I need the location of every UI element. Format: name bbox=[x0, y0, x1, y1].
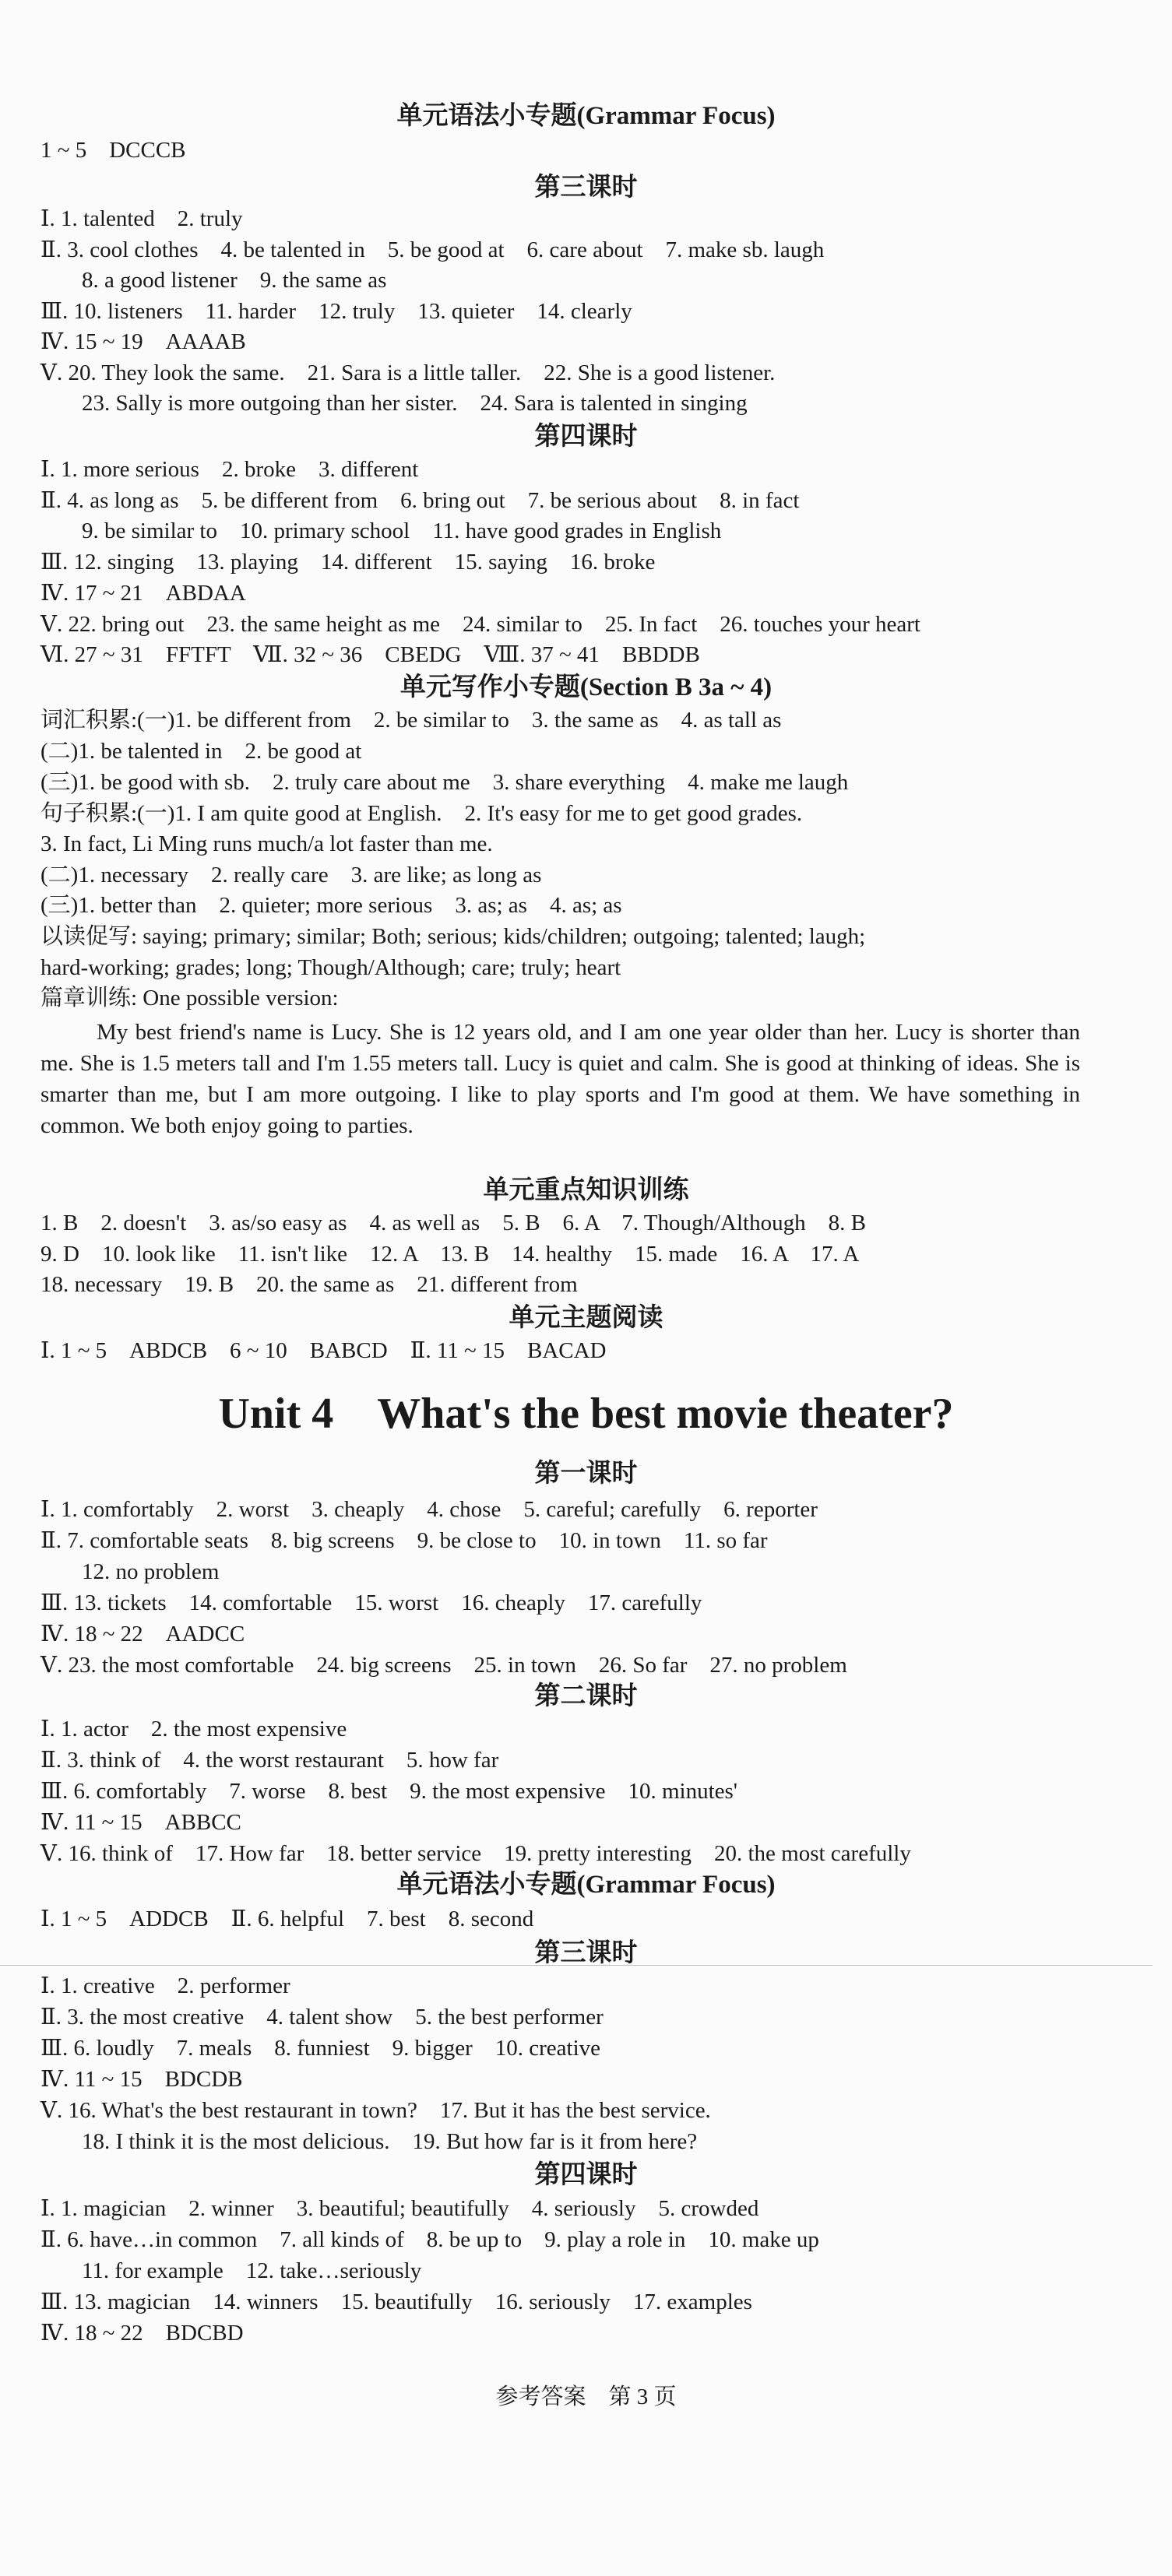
answer-line: (二)1. necessary 2. really care 3. are like; as long as bbox=[40, 863, 542, 887]
answer-line: (三)1. be good with sb. 2. truly care about me 3. share everything 4. make me laugh bbox=[40, 770, 849, 795]
answer-line: Ⅱ. 3. think of 4. the worst restaurant 5. how far bbox=[40, 1748, 499, 1773]
answer-line: Ⅱ. 6. have…in common 7. all kinds of 8. be up to 9. play a role in 10. make up bbox=[40, 2227, 819, 2252]
answer-line: 3. In fact, Li Ming runs much/a lot faster than me. bbox=[40, 831, 493, 856]
answer-line: Ⅰ. 1. comfortably 2. worst 3. cheaply 4. chose 5. careful; carefully 6. reporter bbox=[40, 1497, 818, 1522]
answer-line: Ⅳ. 18 ~ 22 AADCC bbox=[40, 1622, 245, 1646]
section-heading: 第三课时 bbox=[534, 174, 638, 202]
answer-line: Ⅱ. 4. as long as 5. be different from 6. bring out 7. be serious about 8. in fact bbox=[40, 488, 800, 513]
answer-line: 篇章训练: One possible version: bbox=[40, 986, 339, 1010]
answer-line: Ⅲ. 12. singing 13. playing 14. different 15. saying 16. broke bbox=[40, 550, 656, 575]
section-heading: 第四课时 bbox=[534, 423, 638, 451]
sample-essay-text: My best friend's name is Lucy. She is 12 years old, and I am one year older than her. Lucy is shorter than me. She is 1.5 meters tall and I'm 1.55 meters tall. Lucy is quiet and calm. She is good at thinking of ideas. She is smarter than me, but I am more outgoing. I like to play sports and I'm good at them. We have something in common. We both enjoy going to parties. bbox=[40, 1020, 1080, 1138]
answer-line: Ⅳ. 15 ~ 19 AAAAB bbox=[40, 329, 246, 354]
answer-line: Ⅳ. 11 ~ 15 ABBCC bbox=[40, 1810, 241, 1835]
answer-line: Ⅱ. 3. cool clothes 4. be talented in 5. be good at 6. care about 7. make sb. laugh bbox=[40, 237, 825, 262]
page-footer: 参考答案 第 3 页 bbox=[495, 2384, 677, 2409]
answer-line: 12. no problem bbox=[82, 1559, 220, 1584]
answer-line: Ⅲ. 6. comfortably 7. worse 8. best 9. the most expensive 10. minutes' bbox=[40, 1779, 738, 1804]
answer-line: 词汇积累:(一)1. be different from 2. be similar to 3. the same as 4. as tall as bbox=[40, 708, 782, 733]
answer-line: 句子积累:(一)1. I am quite good at English. 2. It's easy for me to get good grades. bbox=[40, 801, 803, 826]
answer-line: Ⅴ. 22. bring out 23. the same height as me 24. similar to 25. In fact 26. touches your heart bbox=[40, 612, 920, 637]
answer-line: Ⅴ. 16. What's the best restaurant in town? 17. But it has the best service. bbox=[40, 2098, 711, 2123]
answer-line: Ⅳ. 17 ~ 21 ABDAA bbox=[40, 581, 246, 606]
answer-line: 11. for example 12. take…seriously bbox=[82, 2258, 422, 2283]
answer-line: Ⅳ. 11 ~ 15 BDCDB bbox=[40, 2067, 243, 2092]
answer-line: Ⅰ. 1. creative 2. performer bbox=[40, 1973, 290, 1998]
answer-line: 8. a good listener 9. the same as bbox=[82, 268, 387, 293]
section-heading: 单元写作小专题(Section B 3a ~ 4) bbox=[399, 673, 773, 701]
answer-line: 9. be similar to 10. primary school 11. have good grades in English bbox=[82, 518, 722, 543]
answer-line: Ⅱ. 7. comfortable seats 8. big screens 9. be close to 10. in town 11. so far bbox=[40, 1528, 768, 1553]
answer-line: Ⅴ. 16. think of 17. How far 18. better service 19. pretty interesting 20. the most carefully bbox=[40, 1841, 911, 1866]
answer-line: Ⅴ. 23. the most comfortable 24. big screens 25. in town 26. So far 27. no problem bbox=[40, 1653, 847, 1678]
answer-line: Ⅰ. 1. more serious 2. broke 3. different bbox=[40, 457, 419, 482]
section-heading: 单元主题阅读 bbox=[509, 1304, 663, 1332]
answer-line: Ⅳ. 18 ~ 22 BDCBD bbox=[40, 2321, 244, 2346]
answer-line: Ⅲ. 6. loudly 7. meals 8. funniest 9. bigger 10. creative bbox=[40, 2036, 600, 2061]
answer-line: Ⅲ. 10. listeners 11. harder 12. truly 13. quieter 14. clearly bbox=[40, 299, 632, 324]
section-heading: 第一课时 bbox=[534, 1460, 638, 1488]
answer-line: Ⅰ. 1. talented 2. truly bbox=[40, 206, 243, 231]
answer-line: 1 ~ 5 DCCCB bbox=[40, 138, 186, 163]
answer-line: Ⅲ. 13. magician 14. winners 15. beautifully 16. seriously 17. examples bbox=[40, 2290, 752, 2314]
answer-line: Ⅴ. 20. They look the same. 21. Sara is a little taller. 22. She is a good listener. bbox=[40, 360, 776, 385]
answer-line: 23. Sally is more outgoing than her sister. 24. Sara is talented in singing bbox=[82, 391, 748, 416]
answer-line: (三)1. better than 2. quieter; more serious 3. as; as 4. as; as bbox=[40, 893, 622, 918]
answer-line: Ⅲ. 13. tickets 14. comfortable 15. worst 16. cheaply 17. carefully bbox=[40, 1590, 702, 1615]
section-heading: 第三课时 bbox=[534, 1939, 638, 1967]
answer-line: hard-working; grades; long; Though/Although; care; truly; heart bbox=[40, 955, 621, 980]
section-heading: 第四课时 bbox=[534, 2161, 638, 2189]
answer-line: 9. D 10. look like 11. isn't like 12. A 13. B 14. healthy 15. made 16. A 17. A bbox=[40, 1242, 860, 1267]
divider-line bbox=[0, 1965, 1153, 1966]
answer-line: Ⅱ. 3. the most creative 4. talent show 5. the best performer bbox=[40, 2005, 604, 2030]
answer-line: Ⅰ. 1 ~ 5 ABDCB 6 ~ 10 BABCD Ⅱ. 11 ~ 15 BACAD bbox=[40, 1338, 607, 1363]
answer-line: Ⅰ. 1 ~ 5 ADDCB Ⅱ. 6. helpful 7. best 8. second bbox=[40, 1907, 534, 1931]
answer-line: 18. I think it is the most delicious. 19. But how far is it from here? bbox=[82, 2129, 698, 2154]
section-heading: 单元语法小专题(Grammar Focus) bbox=[396, 102, 776, 130]
answer-line: Ⅰ. 1. actor 2. the most expensive bbox=[40, 1717, 347, 1741]
answer-line: 18. necessary 19. B 20. the same as 21. different from bbox=[40, 1272, 578, 1297]
unit-title: Unit 4 What's the best movie theater? bbox=[218, 1390, 954, 1438]
answer-line: 以读促写: saying; primary; similar; Both; serious; kids/children; outgoing; talented; laugh; bbox=[40, 924, 866, 949]
section-heading: 单元语法小专题(Grammar Focus) bbox=[396, 1871, 776, 1899]
answer-line: (二)1. be talented in 2. be good at bbox=[40, 739, 362, 764]
section-heading: 单元重点知识训练 bbox=[483, 1176, 689, 1204]
sample-essay bbox=[40, 1017, 1080, 1141]
answer-line: Ⅵ. 27 ~ 31 FFTFT Ⅶ. 32 ~ 36 CBEDG Ⅷ. 37 ~ 41 BBDDB bbox=[40, 642, 700, 667]
answer-line: 1. B 2. doesn't 3. as/so easy as 4. as well as 5. B 6. A 7. Though/Although 8. B bbox=[40, 1211, 866, 1235]
section-heading: 第二课时 bbox=[534, 1682, 638, 1710]
answer-line: Ⅰ. 1. magician 2. winner 3. beautiful; beautifully 4. seriously 5. crowded bbox=[40, 2196, 759, 2221]
